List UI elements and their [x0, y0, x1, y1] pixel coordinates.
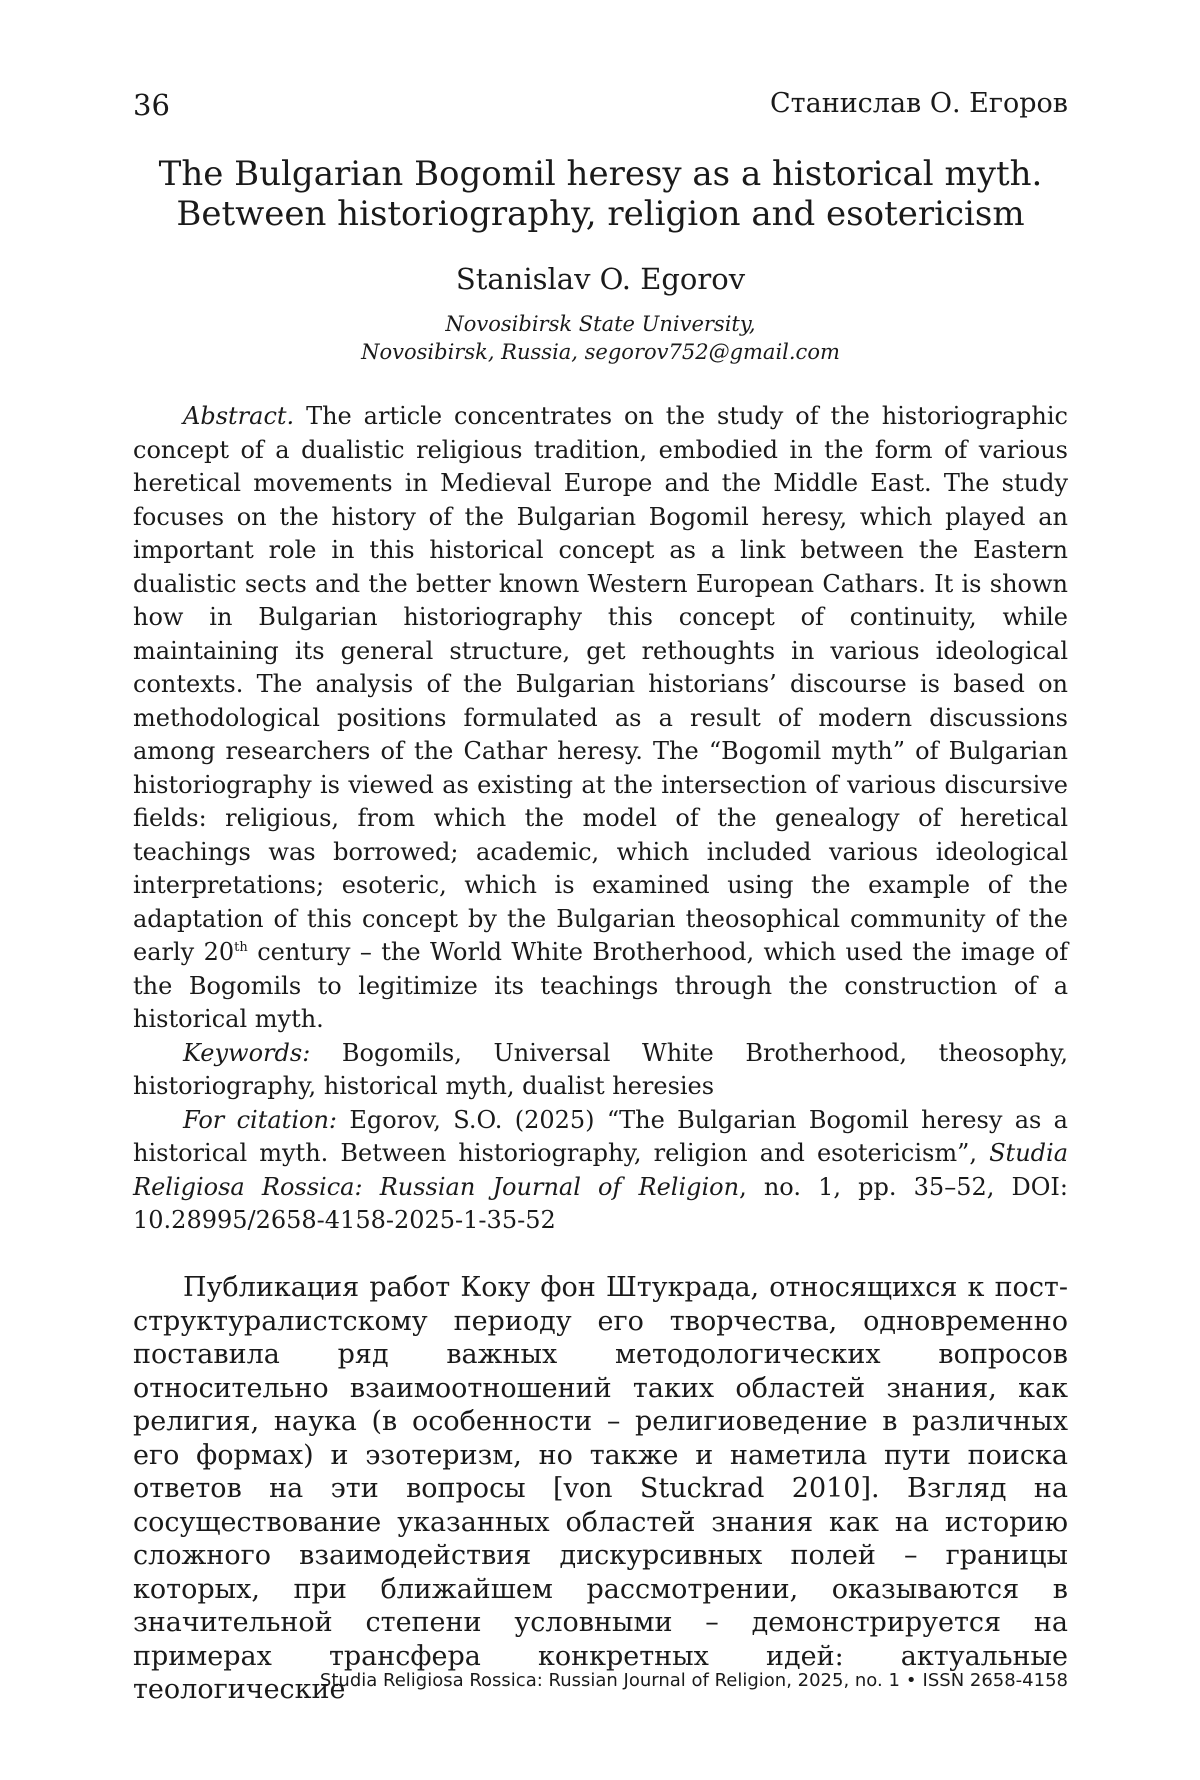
affiliation [133, 310, 1068, 366]
body-text [133, 1271, 1068, 1707]
abstract-block [133, 400, 1068, 1238]
citation-journal: Studia Religiosa Rossica: Russian Journal of Religion [133, 1139, 1068, 1201]
running-header [133, 88, 1068, 124]
keywords-label: Keywords: [183, 1038, 311, 1067]
citation-details: , no. 1, pp. 35–52, DOI: 10.28995/2658-4158-2025-1-35-52 [133, 1172, 1068, 1234]
running-author: Станислав О. Егоров [770, 88, 1068, 119]
abstract-superscript: th [234, 940, 248, 955]
abstract-text-end: century – the World White Brotherhood, which used the image of the Bogomils to legitimize its teachings through the construction of a historical myth. [133, 938, 1068, 1033]
body-paragraph: Публикация работ Коку фон Штукрада, относящихся к пост-структуралистскому периоду его творчества, одновременно поставила ряд важных методологических вопросов относительно взаимоотношений таких областей знания, как религия, наука (в особенности – религиоведение в различных его формах) и эзотеризм, но также и наметила пути поиска ответов на эти вопросы [von Stuckrad 2010]. Взгляд на сосуществование указанных областей знания как на историю сложного взаимодействия дискурсивных полей – границы которых, при ближайшем рассмотрении, оказываются в значительной степени условными – демонстрируется на примерах трансфера конкретных идей: актуальные теологические [133, 1272, 1068, 1705]
page-footer [320, 1670, 1068, 1691]
abstract-label: Abstract. [183, 402, 295, 430]
keywords [133, 1037, 1068, 1104]
citation-label: For citation: [183, 1105, 337, 1134]
citation-text: Egorov, S.O. (2025) “The Bulgarian Bogomil heresy as a historical myth. Between historiography, religion and esotericism”, [133, 1105, 1068, 1167]
article-title [133, 154, 1068, 234]
title-line-1: The Bulgarian Bogomil heresy as a historical myth. [158, 154, 1043, 194]
title-line-2: Between historiography, religion and esotericism [176, 194, 1025, 234]
keywords-text: Bogomils, Universal White Brotherhood, theosophy, historiography, historical myth, dualist heresies [133, 1038, 1068, 1100]
affiliation-line-2: Novosibirsk, Russia, segorov752@gmail.com [361, 340, 840, 364]
footer-journal: Studia Religiosa Rossica: Russian Journal of Religion, 2025, no. 1 [319, 1670, 900, 1691]
abstract [133, 400, 1068, 1037]
abstract-text: The article concentrates on the study of the historiographic concept of a dualistic religious tradition, embodied in the form of various heretical movements in Medieval Europe and the Middle East. The study focuses on the history of the Bulgarian Bogomil heresy, which played an important role in this historical concept as a link between the Eastern dualistic sects and the better known Western European Cathars. It is shown how in Bulgarian historiography this concept of continuity, while maintaining its general structure, get rethoughts in various ideological contexts. The analysis of the Bulgarian historians’ discourse is based on methodological positions formulated as a result of modern discussions among researchers of the Cathar heresy. The “Bogomil myth” of Bulgarian historiography is viewed as existing at the intersection of various discursive fields: religious, from which the model of the genealogy of heretical teachings was borrowed; academic, which included various ideological interpretations; esoteric, which is examined using the example of the adaptation of this concept by the Bulgarian theosophical community of the early 20 [133, 402, 1068, 966]
affiliation-line-1: Novosibirsk State University, [445, 312, 756, 336]
footer-separator: • [905, 1670, 917, 1691]
footer-issn: ISSN 2658-4158 [922, 1670, 1068, 1691]
author-name: Stanislav O. Egorov [455, 262, 746, 296]
page-number: 36 [133, 88, 170, 122]
citation [133, 1104, 1068, 1238]
